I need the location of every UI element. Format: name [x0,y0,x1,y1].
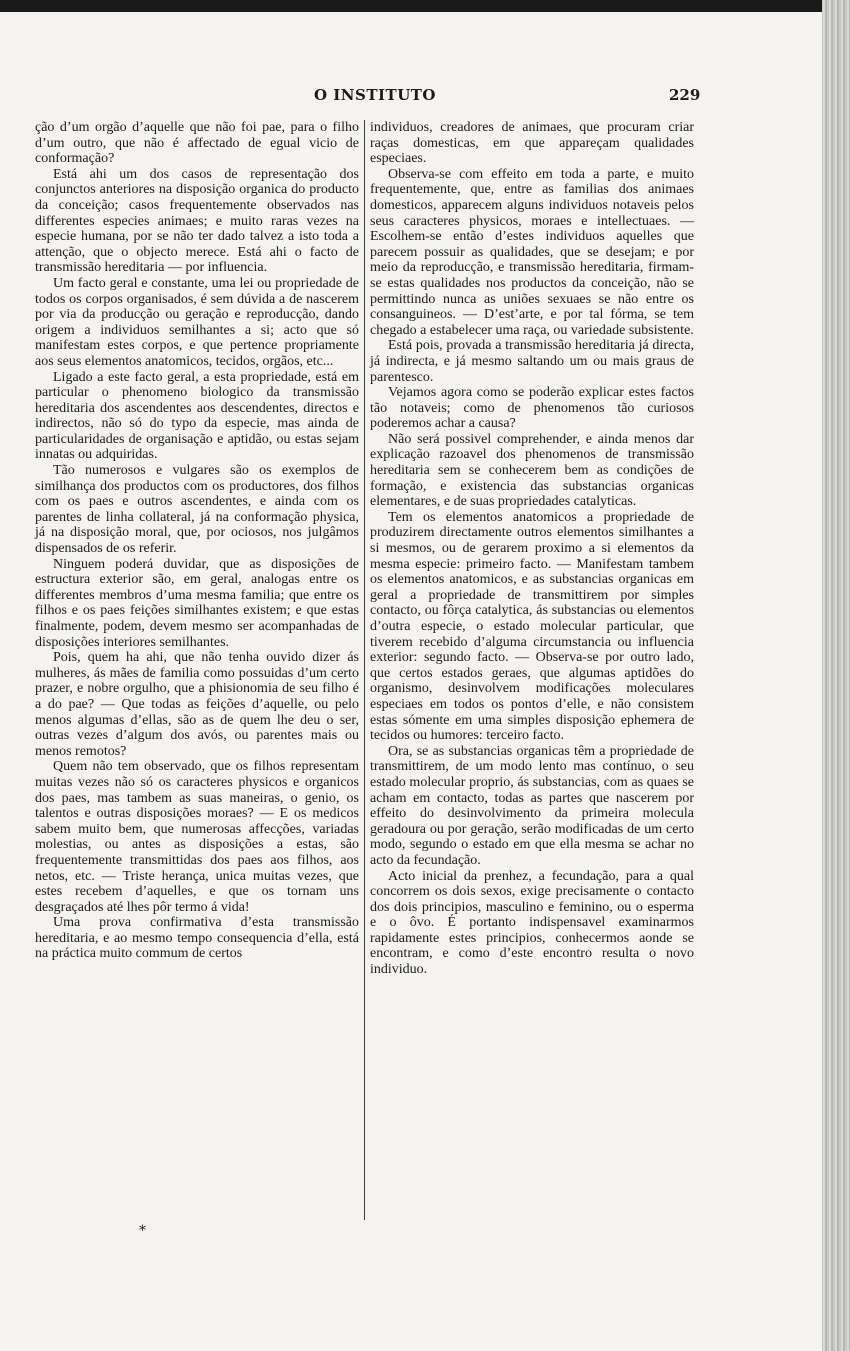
paragraph: Acto inicial da prenhez, a fecundação, para a qual concorrem os dois sexos, exige precisamente o contacto dos dois principios, masculino e feminino, ou o esperma e o ôvo. É portanto indispensavel examinarmos rapidamente estes principios, conhecermos aonde se encontram, e como d’este encontro resulta o novo individuo. [370,868,694,978]
paragraph: Um facto geral e constante, uma lei ou propriedade de todos os corpos organisados, é sem dúvida a de nascerem por via da producção ou geração e reproducção, dando origem a individuos semilhantes a si; acto que só manifestam estes corpos, e que pertence propriamente aos seus elementos anatomicos, tecidos, orgãos, etc... [35,275,359,369]
page-number: 229 [669,86,701,104]
paragraph: Está pois, provada a transmissão hereditaria já directa, já indirecta, e já mesmo saltando um ou mais graus de parentesco. [370,338,694,385]
paragraph: Está ahi um dos casos de representação dos conjunctos anteriores na disposição organica do producto da conceição; casos frequentemente observados nas differentes especies animaes; e muito raras vezes na especie humana, por se não ter dado talvez a isto toda a attenção, que o objecto merece. Está ahi o facto de transmissão hereditaria — por influencia. [35,166,359,276]
paragraph: ção d’um orgão d’aquelle que não foi pae, para o filho d’um outro, que não é affectado de egual vicio de conformação? [35,120,359,167]
signature-mark: * [139,1223,146,1239]
paragraph: Ninguem poderá duvidar, que as disposições de estructura exterior são, em geral, analogas entre os differentes membros d’uma mesma familia; que entre os filhos e os paes feições similhantes existem; e que estas finalmente, podem, devem mesmo ser acompanhadas de disposições interiores semilhantes. [35,556,359,650]
column-divider [364,120,365,1220]
paragraph: Pois, quem ha ahi, que não tenha ouvido dizer ás mulheres, ás mães de familia como possuidas d’um certo prazer, e nobre orgulho, que a phisionomia de seu filho é a do pae? — Que todas as feições d’aquelle, ou pelo menos algumas d’ellas, são as de quem lhe deu o ser, outras vezes d’algum dos avós, ou parentes mais ou menos remotos? [35,650,359,759]
paragraph: Vejamos agora como se poderão explicar estes factos tão notaveis; como de phenomenos tão curiosos poderemos achar a causa? [370,385,694,432]
paragraph: Não será possivel comprehender, e ainda menos dar explicação razoavel dos phenomenos de transmissão hereditaria sem se conhecerem bem as condições de formação, e existencia das substancias organicas elementares, e de suas propriedades catalyticas. [370,431,694,510]
page-stack-edge [822,0,850,1351]
paragraph: Observa-se com effeito em toda a parte, e muito frequentemente, que, entre as familias dos animaes domesticos, apparecem alguns individuos notaveis pelos seus caracteres physicos, moraes e intellectuaes. — Escolhem-se então d’estes individuos aquelles que parecem possuir as qualidades, que se desejam; e por meio da reproducção, e transmissão hereditaria, firmam-se estas qualidades nos productos da conceição, não se permittindo nunca as uniões sexuaes se não entre os consanguineos. — D’est’arte, e por tal fórma, se tem chegado a estabelecer uma raça, ou variedade subsistente. [370,166,694,338]
running-head: O INSTITUTO [314,86,436,104]
paragraph: Tem os elementos anatomicos a propriedade de produzirem directamente outros elementos similhantes a si mesmos, ou de gerarem proximo a si elementos da mesma especie: primeiro facto. — Manifestam tambem os elementos anatomicos, e as substancias organicas em geral a propriedade de transmittirem por simples contacto, ou fôrça catalytica, ás substancias ou elementos d’outra especie, o estado molecular particular, que tiverem recebido d’alguma circumstancia ou influencia exterior: segundo facto. — Observa-se por outro lado, que certos estados geraes, que algumas aptidões do organismo, desinvolvem modificações moleculares especiaes em todos os pontos d’elle, e não consistem estas sómente em uma simples disposição ephemera de tecidos ou humores: terceiro facto. [370,509,694,744]
paragraph: Ora, se as substancias organicas têm a propriedade de transmittirem, de um modo lento mas contínuo, o seu estado molecular proprio, ás substancias, com as quaes se acham em contacto, todas as partes que nascerem por effeito do desinvolvimento da primeira molecula geradoura ou por geração, serão modificadas de um certo modo, segundo o estado em que ella mesma se achar no acto da fecundação. [370,743,694,868]
paragraph: Quem não tem observado, que os filhos representam muitas vezes não só os caracteres physicos e organicos dos paes, mas tambem as suas maneiras, o genio, os talentos e outras disposições moraes? — E os medicos sabem muito bem, que numerosas affecções, variadas molestias, ou antes as disposições a estas, são frequentemente transmittidas dos paes aos filhos, aos netos, etc. — Triste herança, unica muitas vezes, que estes recebem d’aquelles, e que os tornam uns desgraçados até lhes pôr termo á vida! [35,759,359,915]
paragraph: Ligado a este facto geral, a esta propriedade, está em particular o phenomeno biologico da transmissão hereditaria dos ascendentes aos descendentes, directos e indirectos, não só do typo da especie, mas ainda de particularidades de organisação e aptidão, ou estas sejam innatas ou adquiridas. [35,369,359,463]
paragraph: Tão numerosos e vulgares são os exemplos de similhança dos productos com os productores, dos filhos com os paes e outros ascendentes, e ainda com os parentes de linha collateral, já na conformação physica, já na disposição moral, que, por ociosos, nos julgâmos dispensados de os referir. [35,463,359,557]
paragraph: individuos, creadores de animaes, que procuram criar raças domesticas, em que appareçam qualidades especiaes. [370,120,694,167]
left-column [35,120,359,962]
right-column [370,120,694,978]
paragraph: Uma prova confirmativa d’esta transmissão hereditaria, e ao mesmo tempo consequencia d’ella, está na práctica muito commum de certos [35,915,359,962]
